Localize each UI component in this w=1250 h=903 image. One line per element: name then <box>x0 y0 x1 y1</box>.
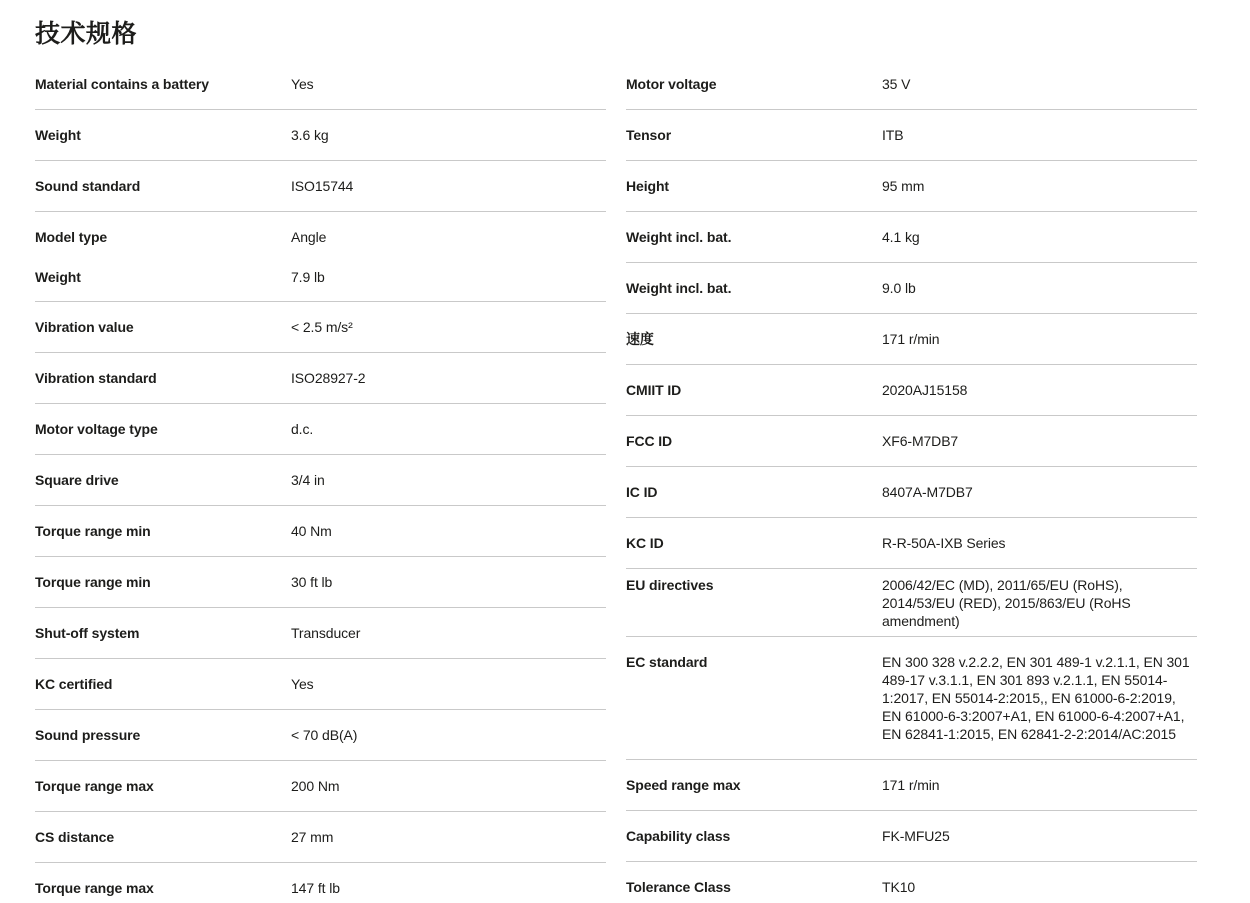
spec-pair <box>35 369 606 387</box>
spec-value: 27 mm <box>291 829 334 845</box>
spec-pair <box>626 381 1197 399</box>
spec-pair <box>626 483 1197 501</box>
spec-row <box>626 760 1197 811</box>
spec-value: 30 ft lb <box>291 574 333 590</box>
spec-pair <box>35 726 606 744</box>
spec-pair <box>626 776 1197 794</box>
spec-label: Weight incl. bat. <box>626 229 732 245</box>
spec-row <box>626 518 1197 569</box>
spec-value: TK10 <box>882 879 916 895</box>
spec-row <box>35 110 606 161</box>
spec-row <box>626 416 1197 467</box>
spec-value: < 70 dB(A) <box>291 727 358 743</box>
spec-row <box>35 353 606 404</box>
spec-label: Vibration standard <box>35 370 157 386</box>
spec-label: Speed range max <box>626 777 741 793</box>
spec-label: KC certified <box>35 676 113 692</box>
spec-row <box>626 161 1197 212</box>
spec-value: Transducer <box>291 625 361 641</box>
spec-pair <box>626 653 1197 743</box>
spec-value: ISO28927-2 <box>291 370 366 386</box>
spec-row <box>35 212 606 302</box>
spec-label: IC ID <box>626 484 658 500</box>
spec-value: 3.6 kg <box>291 127 329 143</box>
spec-label: Sound pressure <box>35 727 141 743</box>
spec-pair <box>35 75 606 93</box>
spec-row <box>626 811 1197 862</box>
spec-pair <box>35 318 606 336</box>
spec-pair <box>35 228 606 246</box>
spec-label: Capability class <box>626 828 731 844</box>
spec-value: 171 r/min <box>882 331 940 347</box>
spec-pair <box>626 576 1197 630</box>
spec-label: CS distance <box>35 829 115 845</box>
spec-pair <box>35 420 606 438</box>
spec-pair <box>35 471 606 489</box>
spec-value: ITB <box>882 127 904 143</box>
spec-row <box>626 212 1197 263</box>
spec-label: FCC ID <box>626 433 673 449</box>
spec-value: 2006/42/EC (MD), 2011/65/EU (RoHS), 2014/53/EU (RED), 2015/863/EU (RoHS amendment) <box>882 576 1131 629</box>
spec-label: Weight incl. bat. <box>626 280 732 296</box>
spec-label: CMIIT ID <box>626 382 682 398</box>
spec-label: KC ID <box>626 535 664 551</box>
spec-value: XF6-M7DB7 <box>882 433 959 449</box>
spec-label: Model type <box>35 228 108 245</box>
spec-column-right <box>626 59 1197 903</box>
spec-pair <box>626 432 1197 450</box>
spec-label: Material contains a battery <box>35 76 209 92</box>
spec-label: Torque range min <box>35 574 151 590</box>
spec-row <box>35 710 606 761</box>
spec-value: 7.9 lb <box>291 268 325 285</box>
spec-pair <box>626 330 1197 348</box>
spec-value: 200 Nm <box>291 778 340 794</box>
spec-pair <box>35 522 606 540</box>
spec-label: Square drive <box>35 472 119 488</box>
spec-value: EN 300 328 v.2.2.2, EN 301 489-1 v.2.1.1, EN 301 489-17 v.3.1.1, EN 301 893 v.2.1.1, EN 55014-1:2017, EN 55014-2:2015,, EN 61000-6-2:2019, EN 61000-6-3:2007+A1, EN 61000-6-4:2007+A1, EN 62841-1:2015, EN 62841-2-2:2014/AC:2015 <box>882 654 1190 742</box>
spec-value: R-R-50A-IXB Series <box>882 535 1006 551</box>
spec-row <box>626 365 1197 416</box>
spec-label: Torque range max <box>35 880 154 896</box>
spec-value: 4.1 kg <box>882 229 920 245</box>
spec-value: 171 r/min <box>882 777 940 793</box>
spec-pair <box>35 828 606 846</box>
spec-row <box>35 863 606 903</box>
spec-label: Vibration value <box>35 319 134 335</box>
spec-row <box>35 404 606 455</box>
spec-value: d.c. <box>291 421 314 437</box>
spec-pair <box>626 827 1197 845</box>
spec-pair <box>626 75 1197 93</box>
spec-value: 40 Nm <box>291 523 332 539</box>
page-title: 技术规格 <box>35 20 138 48</box>
spec-pair <box>35 268 606 286</box>
spec-value: 95 mm <box>882 178 925 194</box>
spec-row <box>35 506 606 557</box>
spec-column-left <box>35 59 606 903</box>
spec-pair <box>35 675 606 693</box>
spec-pair <box>35 624 606 642</box>
spec-row <box>626 110 1197 161</box>
spec-pair <box>626 228 1197 246</box>
spec-row <box>35 302 606 353</box>
spec-label: EU directives <box>626 576 714 593</box>
spec-row <box>626 569 1197 637</box>
spec-pair <box>626 534 1197 552</box>
spec-pair <box>35 573 606 591</box>
spec-pair <box>35 777 606 795</box>
spec-label: Height <box>626 178 669 194</box>
spec-label: Motor voltage type <box>35 421 158 437</box>
spec-value: ISO15744 <box>291 178 354 194</box>
spec-value: 147 ft lb <box>291 880 340 896</box>
spec-label: Torque range max <box>35 778 154 794</box>
spec-row <box>626 637 1197 760</box>
spec-row <box>626 862 1197 903</box>
spec-row <box>35 557 606 608</box>
spec-value: 2020AJ15158 <box>882 382 968 398</box>
spec-pair <box>626 126 1197 144</box>
spec-pair <box>35 879 606 897</box>
spec-value: 9.0 lb <box>882 280 916 296</box>
spec-value: Angle <box>291 228 327 245</box>
spec-row <box>626 59 1197 110</box>
spec-label: 速度 <box>626 331 654 347</box>
spec-label: Tensor <box>626 127 672 143</box>
spec-pair <box>626 279 1197 297</box>
spec-row <box>35 659 606 710</box>
spec-value: 35 V <box>882 76 911 92</box>
spec-label: Tolerance Class <box>626 879 731 895</box>
spec-pair <box>626 878 1197 896</box>
spec-value: FK-MFU25 <box>882 828 950 844</box>
spec-label: Torque range min <box>35 523 151 539</box>
spec-table <box>35 59 1197 903</box>
spec-label: EC standard <box>626 654 708 670</box>
spec-row <box>35 812 606 863</box>
spec-row <box>626 314 1197 365</box>
spec-pair <box>35 126 606 144</box>
spec-value: 3/4 in <box>291 472 325 488</box>
spec-label: Sound standard <box>35 178 141 194</box>
spec-label: Shut-off system <box>35 625 140 641</box>
spec-pair <box>626 177 1197 195</box>
spec-label: Motor voltage <box>626 76 717 92</box>
spec-row <box>35 608 606 659</box>
spec-value: Yes <box>291 76 314 92</box>
spec-value: Yes <box>291 676 314 692</box>
spec-row <box>35 59 606 110</box>
spec-value: 8407A-M7DB7 <box>882 484 973 500</box>
spec-row <box>35 455 606 506</box>
spec-label: Weight <box>35 268 81 285</box>
spec-row <box>626 263 1197 314</box>
spec-value: < 2.5 m/s² <box>291 319 353 335</box>
spec-row <box>35 161 606 212</box>
spec-pair <box>35 177 606 195</box>
spec-row <box>626 467 1197 518</box>
spec-label: Weight <box>35 127 81 143</box>
spec-row <box>35 761 606 812</box>
